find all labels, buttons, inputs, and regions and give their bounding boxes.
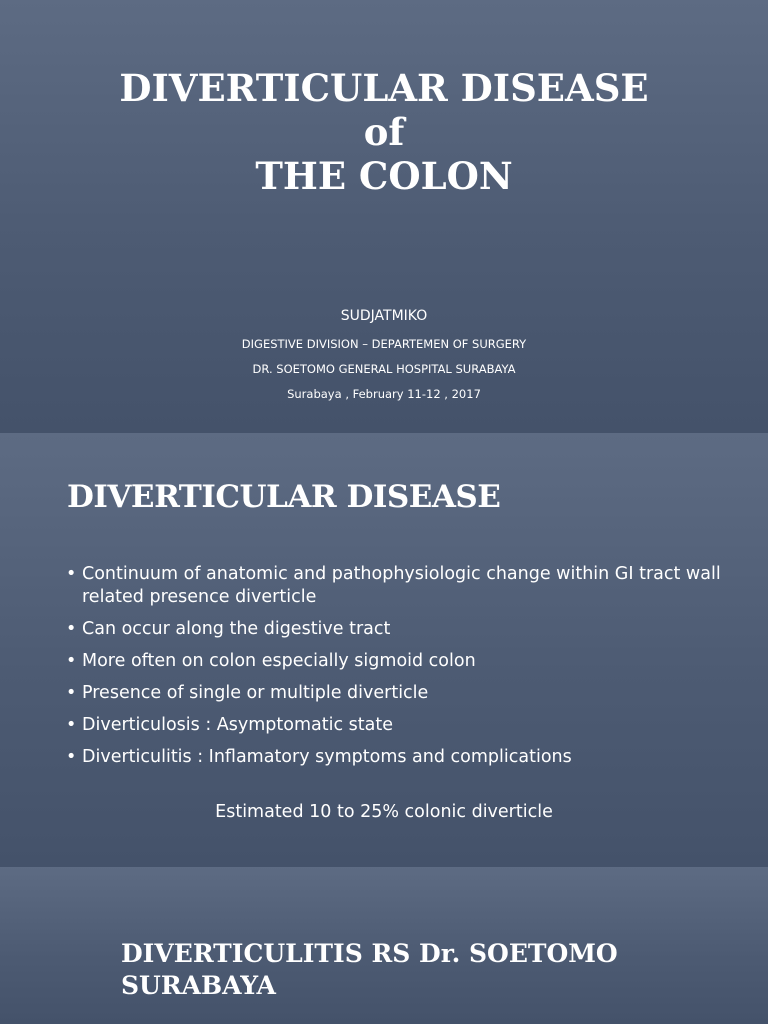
bullet-list — [66, 563, 746, 778]
section-title-line-2: SURABAYA — [121, 971, 276, 1000]
bullet-item — [66, 682, 746, 705]
bullet-text: Continuum of anatomic and pathophysiologic change within GI tract wall related presence diverticle — [82, 564, 721, 607]
presentation-title — [0, 66, 768, 198]
author-name: SUDJATMIKO — [340, 308, 428, 324]
title-line-2: of — [363, 110, 405, 154]
bullet-item — [66, 563, 746, 609]
estimate-note-text: Estimated 10 to 25% colonic diverticle — [215, 801, 553, 822]
bullet-text: Diverticulitis : Inflamatory symptoms and complications — [82, 747, 572, 767]
title-slide — [0, 0, 768, 433]
section-slide — [0, 867, 768, 1024]
bullet-item — [66, 746, 746, 769]
title-line-1: DIVERTICULAR DISEASE — [119, 66, 649, 110]
section-title — [121, 938, 618, 1002]
title-line-3: THE COLON — [255, 154, 513, 198]
slide-title: DIVERTICULAR DISEASE — [67, 479, 501, 515]
bullet-icon: • — [66, 619, 77, 639]
hospital-text: DR. SOETOMO GENERAL HOSPITAL SURABAYA — [252, 362, 516, 376]
bullet-icon: • — [66, 715, 77, 735]
bullet-text: More often on colon especially sigmoid colon — [82, 651, 476, 671]
bullet-text: Diverticulosis : Asymptomatic state — [82, 715, 393, 735]
bullet-icon: • — [66, 683, 77, 703]
bullet-item — [66, 714, 746, 737]
bullet-text: Can occur along the digestive tract — [82, 619, 391, 639]
bullet-item — [66, 618, 746, 641]
section-title-line-1: DIVERTICULITIS RS Dr. SOETOMO — [121, 939, 618, 968]
bullet-icon: • — [66, 564, 77, 584]
bullet-icon: • — [66, 651, 77, 671]
content-slide — [0, 433, 768, 867]
bullet-icon: • — [66, 747, 77, 767]
bullet-text: Presence of single or multiple diverticle — [82, 683, 429, 703]
division-text: DIGESTIVE DIVISION – DEPARTEMEN OF SURGERY — [241, 337, 527, 351]
bullet-item — [66, 650, 746, 673]
date-text: Surabaya , February 11-12 , 2017 — [287, 387, 481, 401]
estimate-note — [0, 801, 768, 824]
